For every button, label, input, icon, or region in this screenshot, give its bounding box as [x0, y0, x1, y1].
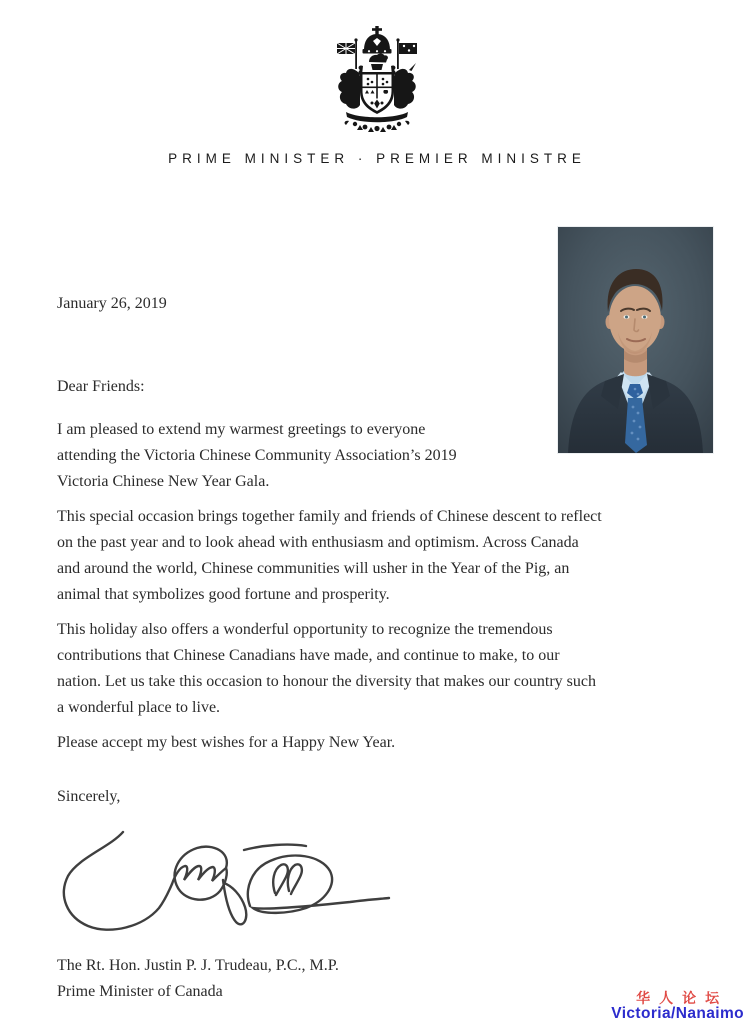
paragraph-line: contributions that Chinese Canadians have made, and continue to make, to our — [57, 647, 560, 664]
paragraph-line: animal that symbolizes good fortune and prosperity. — [57, 586, 390, 603]
paragraph-line: Please accept my best wishes for a Happy New Year. — [57, 734, 396, 751]
watermark — [611, 991, 744, 1022]
signatory-name: The Rt. Hon. Justin P. J. Trudeau, P.C., M.P. — [57, 957, 339, 974]
paragraph-line: I am pleased to extend my warmest greetings to everyone — [57, 421, 426, 438]
letterhead-title: PRIME MINISTER · PREMIER MINISTRE — [168, 151, 586, 166]
date-line: January 26, 2019 — [57, 295, 167, 312]
paragraph-4 — [57, 730, 717, 756]
paragraph-1 — [57, 417, 717, 495]
paragraph-3 — [57, 617, 717, 721]
canada-coat-of-arms-icon — [329, 26, 425, 136]
salutation: Dear Friends: — [57, 378, 145, 395]
paragraph-line: This holiday also offers a wonderful opportunity to recognize the tremendous — [57, 621, 553, 638]
signatory-title: Prime Minister of Canada — [57, 983, 223, 1000]
paragraph-line: This special occasion brings together family and friends of Chinese descent to reflect — [57, 508, 602, 525]
letterhead — [0, 26, 754, 166]
watermark-chinese-text: 华人论坛 — [636, 990, 729, 1006]
paragraph-line: Victoria Chinese New Year Gala. — [57, 473, 270, 490]
paragraph-line: a wonderful place to live. — [57, 699, 221, 716]
letter-body — [57, 291, 717, 1005]
justin-trudeau-signature — [50, 822, 717, 937]
paragraph-line: attending the Victoria Chinese Community Association’s 2019 — [57, 447, 457, 464]
paragraph-2 — [57, 504, 717, 608]
paragraph-line: and around the world, Chinese communities will usher in the Year of the Pig, an — [57, 560, 570, 577]
paragraph-line: nation. Let us take this occasion to honour the diversity that makes our country such — [57, 673, 596, 690]
watermark-english-text: Victoria/Nanaimo — [611, 1004, 744, 1022]
closing: Sincerely, — [57, 788, 121, 805]
paragraph-line: on the past year and to look ahead with enthusiasm and optimism. Across Canada — [57, 534, 579, 551]
